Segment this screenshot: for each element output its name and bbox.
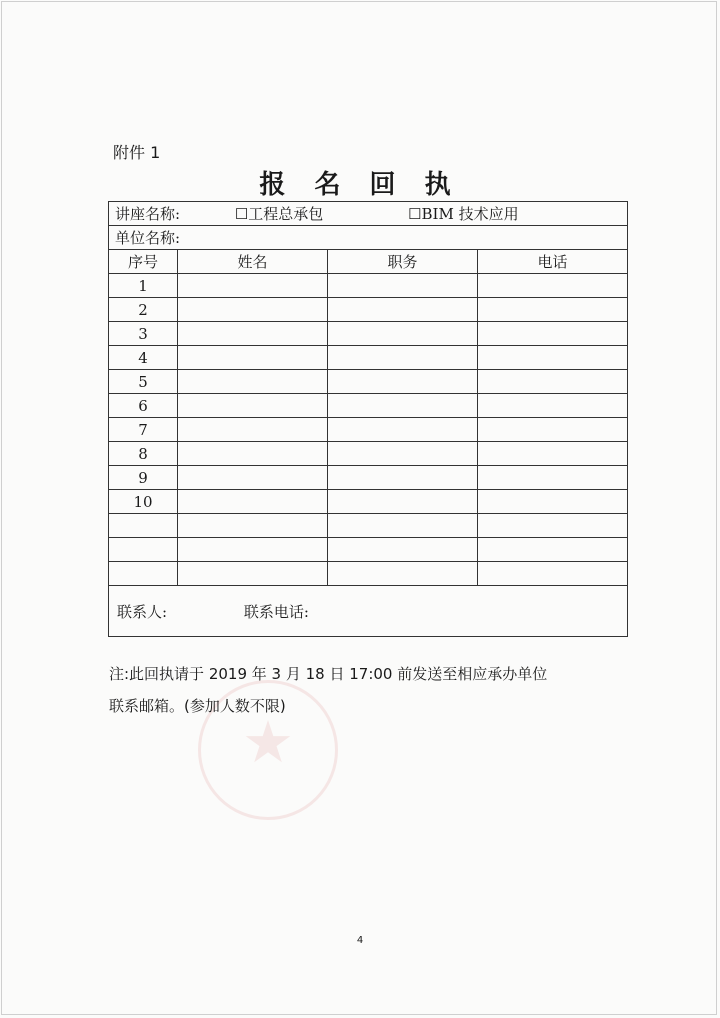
name-cell[interactable] <box>178 346 328 370</box>
phone-cell[interactable] <box>478 394 628 418</box>
column-header: 电话 <box>478 250 628 274</box>
row-number-cell: 6 <box>109 394 178 418</box>
column-header: 职务 <box>328 250 478 274</box>
position-cell[interactable] <box>328 442 478 466</box>
attendee-rows <box>109 274 628 586</box>
row-number-cell: 7 <box>109 418 178 442</box>
position-cell[interactable] <box>328 538 478 562</box>
name-cell[interactable] <box>178 442 328 466</box>
table-row <box>109 394 628 418</box>
header-row <box>109 250 628 274</box>
lecture-row <box>109 202 628 226</box>
row-number-cell <box>109 538 178 562</box>
row-number-cell: 9 <box>109 466 178 490</box>
phone-cell[interactable] <box>478 490 628 514</box>
name-cell[interactable] <box>178 538 328 562</box>
phone-cell[interactable] <box>478 514 628 538</box>
row-number-cell: 4 <box>109 346 178 370</box>
registration-form-table <box>108 201 628 637</box>
unit-row <box>109 226 628 250</box>
position-cell[interactable] <box>328 562 478 586</box>
phone-cell[interactable] <box>478 298 628 322</box>
row-number-cell <box>109 514 178 538</box>
name-cell[interactable] <box>178 298 328 322</box>
row-number-cell: 8 <box>109 442 178 466</box>
position-cell[interactable] <box>328 466 478 490</box>
position-cell[interactable] <box>328 298 478 322</box>
name-cell[interactable] <box>178 490 328 514</box>
position-cell[interactable] <box>328 346 478 370</box>
name-cell[interactable] <box>178 370 328 394</box>
note-paragraph <box>109 658 669 722</box>
name-cell[interactable] <box>178 274 328 298</box>
name-cell[interactable] <box>178 562 328 586</box>
phone-cell[interactable] <box>478 322 628 346</box>
table-row <box>109 322 628 346</box>
name-cell[interactable] <box>178 394 328 418</box>
phone-cell[interactable] <box>478 466 628 490</box>
row-number-cell <box>109 562 178 586</box>
annex-label: 附件 1 <box>113 143 161 162</box>
name-cell[interactable] <box>178 514 328 538</box>
row-number-cell: 10 <box>109 490 178 514</box>
phone-cell[interactable] <box>478 274 628 298</box>
phone-cell[interactable] <box>478 538 628 562</box>
row-number-cell: 5 <box>109 370 178 394</box>
contact-phone-label: 联系电话: <box>243 602 309 621</box>
row-number-cell: 3 <box>109 322 178 346</box>
position-cell[interactable] <box>328 418 478 442</box>
position-cell[interactable] <box>328 514 478 538</box>
option-engineering-contracting-checkbox[interactable]: ☐工程总承包 <box>234 205 324 223</box>
note-line-2: 联系邮箱。(参加人数不限) <box>109 697 286 715</box>
position-cell[interactable] <box>328 394 478 418</box>
table-row <box>109 418 628 442</box>
table-row <box>109 442 628 466</box>
unit-label: 单位名称: <box>115 229 181 247</box>
page-title: 报 名 回 执 <box>259 170 461 200</box>
phone-cell[interactable] <box>478 346 628 370</box>
phone-cell[interactable] <box>478 442 628 466</box>
page-number: 4 <box>356 935 364 946</box>
table-row <box>109 346 628 370</box>
table-row <box>109 466 628 490</box>
column-header: 姓名 <box>178 250 328 274</box>
phone-cell[interactable] <box>478 370 628 394</box>
phone-cell[interactable] <box>478 562 628 586</box>
contact-person-label: 联系人: <box>117 602 168 621</box>
contact-row <box>109 586 628 637</box>
table-row <box>109 298 628 322</box>
option-bim-checkbox[interactable]: ☐BIM 技术应用 <box>408 205 519 223</box>
table-row <box>109 490 628 514</box>
position-cell[interactable] <box>328 274 478 298</box>
name-cell[interactable] <box>178 466 328 490</box>
table-row <box>109 562 628 586</box>
lecture-label: 讲座名称: <box>115 205 181 223</box>
table-row <box>109 514 628 538</box>
phone-cell[interactable] <box>478 418 628 442</box>
row-number-cell: 2 <box>109 298 178 322</box>
column-header: 序号 <box>109 250 178 274</box>
row-number-cell: 1 <box>109 274 178 298</box>
position-cell[interactable] <box>328 370 478 394</box>
name-cell[interactable] <box>178 418 328 442</box>
name-cell[interactable] <box>178 322 328 346</box>
position-cell[interactable] <box>328 490 478 514</box>
table-row <box>109 274 628 298</box>
seal-star-icon: ★ <box>242 708 294 776</box>
table-row <box>109 538 628 562</box>
position-cell[interactable] <box>328 322 478 346</box>
table-row <box>109 370 628 394</box>
note-line-1: 注:此回执请于 2019 年 3 月 18 日 17:00 前发送至相应承办单位 <box>109 665 548 683</box>
